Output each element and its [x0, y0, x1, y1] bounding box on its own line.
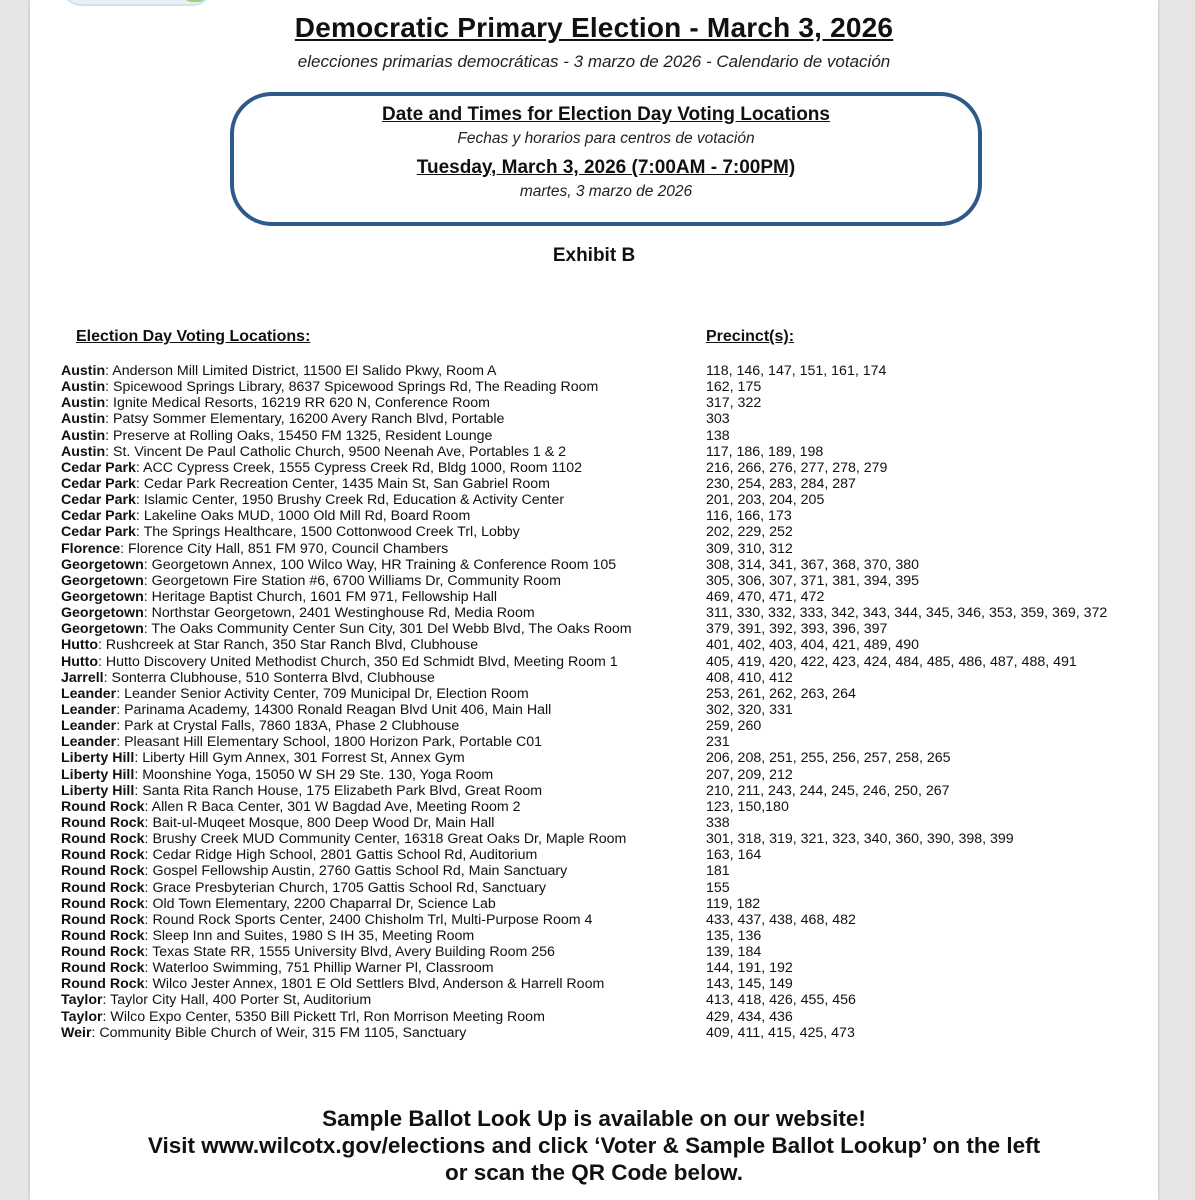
location-address: Grace Presbyterian Church, 1705 Gattis School Rd, Sanctuary	[152, 879, 546, 896]
location-city: Round Rock	[61, 847, 145, 864]
location-city: Leander	[61, 685, 117, 702]
location-row: Liberty Hill: Liberty Hill Gym Annex, 301 Forrest St, Annex Gym 206, 208, 251, 255, 256, 257, 258, 265	[61, 750, 951, 767]
location-city: Liberty Hill	[61, 750, 135, 767]
precincts-column-header: Precinct(s):	[706, 328, 795, 345]
location-precincts: 311, 330, 332, 333, 342, 343, 344, 345, 346, 353, 359, 369, 372	[706, 605, 1108, 622]
location-city: Round Rock	[61, 944, 145, 961]
location-city: Georgetown	[61, 605, 144, 622]
location-city: Round Rock	[61, 960, 145, 977]
location-city: Austin	[61, 411, 106, 428]
location-address: Old Town Elementary, 2200 Chaparral Dr, Science Lab	[152, 895, 496, 912]
location-address: Brushy Creek MUD Community Center, 16318 Great Oaks Dr, Maple Room	[152, 831, 627, 848]
location-row: Georgetown: Heritage Baptist Church, 1601 FM 971, Fellowship Hall 469, 470, 471, 472	[61, 588, 825, 605]
location-address: Georgetown Fire Station #6, 6700 Williams Dr, Community Room	[151, 572, 561, 589]
location-address: Georgetown Annex, 100 Wilco Way, HR Training & Conference Room 105	[151, 556, 617, 573]
location-precincts: 413, 418, 426, 455, 456	[706, 992, 856, 1009]
location-row: Round Rock: Cedar Ridge High School, 2801 Gattis School Rd, Auditorium 163, 164	[61, 847, 762, 864]
election-date: Tuesday, March 3, 2026 (7:00AM - 7:00PM)	[416, 157, 796, 178]
location-precincts: 207, 209, 212	[706, 766, 793, 783]
location-row: Hutto: Hutto Discovery United Methodist Church, 350 Ed Schmidt Blvd, Meeting Room 1 405, 419, 420, 422, 423, 424, 484, 485, 486, 487, 488, 491	[61, 653, 1077, 670]
date-times-box	[230, 92, 982, 226]
location-city: Cedar Park	[61, 524, 136, 541]
election-date-es: martes, 3 marzo de 2026	[519, 183, 693, 200]
location-row: Round Rock: Waterloo Swimming, 751 Phillip Warner Pl, Classroom 144, 191, 192	[61, 960, 793, 977]
exhibit-label: Exhibit B	[552, 245, 636, 266]
location-precincts: 469, 470, 471, 472	[706, 588, 825, 605]
location-city: Leander	[61, 734, 117, 751]
location-precincts: 138	[706, 427, 730, 444]
location-row: Round Rock: Sleep Inn and Suites, 1980 S IH 35, Meeting Room 135, 136	[61, 927, 762, 944]
page-subtitle-es: elecciones primarias democráticas - 3 marzo de 2026 - Calendario de votación	[297, 52, 891, 71]
location-row: Austin: Ignite Medical Resorts, 16219 RR 620 N, Conference Room 317, 322	[61, 395, 762, 412]
location-address: Texas State RR, 1555 University Blvd, Avery Building Room 256	[152, 944, 555, 961]
location-address: Pleasant Hill Elementary School, 1800 Horizon Park, Portable C01	[124, 734, 543, 751]
location-city: Georgetown	[61, 556, 144, 573]
box-heading: Date and Times for Election Day Voting Locations	[382, 104, 830, 125]
location-city: Georgetown	[61, 588, 144, 605]
location-row: Cedar Park: Cedar Park Recreation Center, 1435 Main St, San Gabriel Room 230, 254, 283, 284, 287	[61, 475, 856, 492]
location-precincts: 253, 261, 262, 263, 264	[706, 685, 856, 702]
location-precincts: 201, 203, 204, 205	[706, 492, 825, 509]
location-address: Taylor City Hall, 400 Porter St, Auditorium	[110, 992, 372, 1009]
location-address: Waterloo Swimming, 751 Phillip Warner Pl, Classroom	[152, 960, 494, 977]
location-address: Sonterra Clubhouse, 510 Sonterra Blvd, Clubhouse	[111, 669, 435, 686]
location-precincts: 305, 306, 307, 371, 381, 394, 395	[706, 572, 919, 589]
location-address: Parinama Academy, 14300 Ronald Reagan Blvd Unit 406, Main Hall	[124, 701, 552, 718]
location-precincts: 210, 211, 243, 244, 245, 246, 250, 267	[706, 782, 950, 799]
location-precincts: 139, 184	[706, 944, 762, 961]
location-row: Round Rock: Wilco Jester Annex, 1801 E Old Settlers Blvd, Anderson & Harrell Room 143, 145, 149	[61, 976, 793, 993]
location-precincts: 302, 320, 331	[706, 701, 793, 718]
location-row: Leander: Park at Crystal Falls, 7860 183A, Phase 2 Clubhouse 259, 260	[61, 718, 762, 735]
location-precincts: 301, 318, 319, 321, 323, 340, 360, 390, 398, 399	[706, 831, 1014, 848]
location-address: Park at Crystal Falls, 7860 183A, Phase 2 Clubhouse	[124, 718, 460, 735]
location-city: Round Rock	[61, 879, 145, 896]
location-address: Northstar Georgetown, 2401 Westinghouse Rd, Media Room	[151, 605, 535, 622]
location-row: Leander: Leander Senior Activity Center, 709 Municipal Dr, Election Room 253, 261, 262, 263, 264	[61, 685, 856, 702]
location-row: Austin: Spicewood Springs Library, 8637 Spicewood Springs Rd, The Reading Room 162, 175	[61, 379, 762, 396]
location-city: Weir	[61, 1024, 92, 1041]
location-city: Round Rock	[61, 863, 145, 880]
location-address: The Oaks Community Center Sun City, 301 Del Webb Blvd, The Oaks Room	[151, 621, 632, 638]
location-address: Preserve at Rolling Oaks, 15450 FM 1325, Resident Lounge	[113, 427, 493, 444]
footer-line-3: or scan the QR Code below.	[445, 1160, 743, 1185]
footer-line-1: Sample Ballot Look Up is available on our website!	[322, 1106, 866, 1131]
location-city: Round Rock	[61, 814, 145, 831]
location-precincts: 338	[706, 814, 730, 831]
location-row: Leander: Pleasant Hill Elementary School, 1800 Horizon Park, Portable C01 231	[61, 734, 730, 751]
location-row: Round Rock: Old Town Elementary, 2200 Chaparral Dr, Science Lab 119, 182	[61, 895, 761, 912]
location-address: Gospel Fellowship Austin, 2760 Gattis School Rd, Main Sanctuary	[152, 863, 568, 880]
location-address: Lakeline Oaks MUD, 1000 Old Mill Rd, Board Room	[143, 508, 471, 525]
footer-line-2: Visit www.wilcotx.gov/elections and click ‘Voter & Sample Ballot Lookup’ on the left	[147, 1133, 1041, 1158]
location-address: The Springs Healthcare, 1500 Cottonwood Creek Trl, Lobby	[143, 524, 520, 541]
location-city: Round Rock	[61, 831, 145, 848]
location-row: Liberty Hill: Moonshine Yoga, 15050 W SH 29 Ste. 130, Yoga Room 207, 209, 212	[61, 766, 793, 783]
location-city: Round Rock	[61, 911, 145, 928]
location-precincts: 429, 434, 436	[706, 1008, 793, 1025]
locations-column-header: Election Day Voting Locations:	[76, 328, 311, 345]
location-precincts: 308, 314, 341, 367, 368, 370, 380	[706, 556, 919, 573]
location-city: Cedar Park	[61, 492, 136, 509]
location-city: Georgetown	[61, 621, 144, 638]
location-address: Cedar Park Recreation Center, 1435 Main St, San Gabriel Room	[143, 475, 550, 492]
location-address: St. Vincent De Paul Catholic Church, 9500 Neenah Ave, Portables 1 & 2	[113, 443, 566, 460]
location-precincts: 230, 254, 283, 284, 287	[706, 475, 856, 492]
location-precincts: 181	[706, 863, 730, 880]
location-precincts: 401, 402, 403, 404, 421, 489, 490	[706, 637, 919, 654]
location-city: Round Rock	[61, 798, 145, 815]
location-row: Georgetown: Georgetown Fire Station #6, 6700 Williams Dr, Community Room 305, 306, 307, 371, 381, 394, 395	[61, 572, 919, 589]
location-precincts: 216, 266, 276, 277, 278, 279	[706, 459, 888, 476]
location-precincts: 119, 182	[706, 895, 761, 912]
location-city: Jarrell	[61, 669, 104, 686]
location-city: Florence	[61, 540, 121, 557]
location-city: Round Rock	[61, 927, 145, 944]
location-city: Leander	[61, 701, 117, 718]
location-row: Georgetown: The Oaks Community Center Sun City, 301 Del Webb Blvd, The Oaks Room 379, 391, 392, 393, 396, 397	[61, 621, 888, 638]
location-precincts: 379, 391, 392, 393, 396, 397	[706, 621, 888, 638]
location-city: Hutto	[61, 653, 99, 670]
location-precincts: 231	[706, 734, 730, 751]
location-city: Austin	[61, 363, 106, 379]
location-address: Rushcreek at Star Ranch, 350 Star Ranch Blvd, Clubhouse	[105, 637, 479, 654]
location-city: Round Rock	[61, 895, 145, 912]
location-city: Austin	[61, 395, 106, 412]
location-precincts: 162, 175	[706, 379, 762, 396]
location-address: Florence City Hall, 851 FM 970, Council Chambers	[128, 540, 449, 557]
location-address: ACC Cypress Creek, 1555 Cypress Creek Rd, Bldg 1000, Room 1102	[143, 459, 582, 476]
location-row: Hutto: Rushcreek at Star Ranch, 350 Star Ranch Blvd, Clubhouse 401, 402, 403, 404, 421, 489, 490	[61, 637, 919, 654]
location-row: Leander: Parinama Academy, 14300 Ronald Reagan Blvd Unit 406, Main Hall 302, 320, 331	[61, 701, 793, 718]
locations-list	[61, 363, 1151, 1041]
location-precincts: 135, 136	[706, 927, 762, 944]
location-row: Georgetown: Georgetown Annex, 100 Wilco Way, HR Training & Conference Room 105 308, 314, 341, 367, 368, 370, 380	[61, 556, 919, 573]
location-row: Round Rock: Gospel Fellowship Austin, 2760 Gattis School Rd, Main Sanctuary 181	[61, 863, 730, 880]
location-precincts: 303	[706, 411, 730, 428]
location-city: Liberty Hill	[61, 766, 135, 783]
location-city: Taylor	[61, 992, 103, 1009]
location-city: Cedar Park	[61, 508, 136, 525]
location-city: Taylor	[61, 1008, 103, 1025]
location-precincts: 163, 164	[706, 847, 762, 864]
location-address: Round Rock Sports Center, 2400 Chisholm Trl, Multi-Purpose Room 4	[152, 911, 593, 928]
location-precincts: 317, 322	[706, 395, 762, 412]
location-city: Cedar Park	[61, 459, 136, 476]
location-precincts: 155	[706, 879, 730, 896]
location-row: Cedar Park: The Springs Healthcare, 1500 Cottonwood Creek Trl, Lobby 202, 229, 252	[61, 524, 793, 541]
location-city: Leander	[61, 718, 117, 735]
location-row: Round Rock: Bait-ul-Muqeet Mosque, 800 Deep Wood Dr, Main Hall 338	[61, 814, 730, 831]
location-row: Round Rock: Allen R Baca Center, 301 W Bagdad Ave, Meeting Room 2 123, 150,180	[61, 798, 789, 815]
location-row: Austin: Preserve at Rolling Oaks, 15450 FM 1325, Resident Lounge 138	[61, 427, 730, 444]
location-city: Liberty Hill	[61, 782, 135, 799]
location-row: Austin: Anderson Mill Limited District, 11500 El Salido Pkwy, Room A 118, 146, 147, 151, 161, 174	[61, 363, 887, 379]
location-precincts: 206, 208, 251, 255, 256, 257, 258, 265	[706, 750, 951, 767]
location-precincts: 118, 146, 147, 151, 161, 174	[706, 363, 887, 379]
location-row: Weir: Community Bible Church of Weir, 315 FM 1105, Sanctuary 409, 411, 415, 425, 473	[61, 1024, 855, 1041]
location-address: Bait-ul-Muqeet Mosque, 800 Deep Wood Dr, Main Hall	[152, 814, 495, 831]
location-address: Sleep Inn and Suites, 1980 S IH 35, Meeting Room	[152, 927, 475, 944]
location-precincts: 123, 150,180	[706, 798, 789, 815]
location-precincts: 408, 410, 412	[706, 669, 793, 686]
location-city: Hutto	[61, 637, 99, 654]
location-precincts: 409, 411, 415, 425, 473	[706, 1024, 855, 1041]
location-city: Round Rock	[61, 976, 145, 993]
logo-leaf	[182, 0, 208, 2]
location-city: Austin	[61, 427, 106, 444]
county-logo	[60, 0, 214, 6]
location-row: Taylor: Wilco Expo Center, 5350 Bill Pickett Trl, Ron Morrison Meeting Room 429, 434, 436	[61, 1008, 793, 1025]
location-address: Liberty Hill Gym Annex, 301 Forrest St, Annex Gym	[142, 750, 465, 767]
location-city: Austin	[61, 443, 106, 460]
location-address: Anderson Mill Limited District, 11500 El Salido Pkwy, Room A	[112, 363, 497, 379]
box-heading-es: Fechas y horarios para centros de votación	[457, 130, 755, 147]
location-row: Cedar Park: Lakeline Oaks MUD, 1000 Old Mill Rd, Board Room 116, 166, 173	[61, 508, 792, 525]
location-city: Georgetown	[61, 572, 144, 589]
location-precincts: 202, 229, 252	[706, 524, 793, 541]
location-precincts: 259, 260	[706, 718, 762, 735]
location-precincts: 433, 437, 438, 468, 482	[706, 911, 856, 928]
location-row: Florence: Florence City Hall, 851 FM 970, Council Chambers 309, 310, 312	[61, 540, 793, 557]
location-row: Taylor: Taylor City Hall, 400 Porter St, Auditorium 413, 418, 426, 455, 456	[61, 992, 856, 1009]
location-city: Austin	[61, 379, 106, 396]
location-address: Patsy Sommer Elementary, 16200 Avery Ranch Blvd, Portable	[113, 411, 505, 428]
location-precincts: 116, 166, 173	[706, 508, 792, 525]
location-row: Jarrell: Sonterra Clubhouse, 510 Sonterra Blvd, Clubhouse 408, 410, 412	[61, 669, 793, 686]
footer-notice	[30, 1105, 1158, 1186]
location-address: Heritage Baptist Church, 1601 FM 971, Fellowship Hall	[151, 588, 498, 605]
location-row: Round Rock: Texas State RR, 1555 University Blvd, Avery Building Room 256 139, 184	[61, 944, 762, 961]
location-row: Austin: Patsy Sommer Elementary, 16200 Avery Ranch Blvd, Portable 303	[61, 411, 730, 428]
location-row: Liberty Hill: Santa Rita Ranch House, 175 Elizabeth Park Blvd, Great Room 210, 211, 243, 244, 245, 246, 250, 267	[61, 782, 950, 799]
location-address: Cedar Ridge High School, 2801 Gattis School Rd, Auditorium	[152, 847, 538, 864]
location-address: Islamic Center, 1950 Brushy Creek Rd, Education & Activity Center	[143, 492, 565, 509]
location-address: Hutto Discovery United Methodist Church, 350 Ed Schmidt Blvd, Meeting Room 1	[105, 653, 618, 670]
location-precincts: 143, 145, 149	[706, 976, 793, 993]
location-address: Wilco Jester Annex, 1801 E Old Settlers Blvd, Anderson & Harrell Room	[152, 976, 605, 993]
location-address: Moonshine Yoga, 15050 W SH 29 Ste. 130, Yoga Room	[142, 766, 494, 783]
location-city: Cedar Park	[61, 475, 136, 492]
location-precincts: 309, 310, 312	[706, 540, 793, 557]
location-precincts: 405, 419, 420, 422, 423, 424, 484, 485, 486, 487, 488, 491	[706, 653, 1077, 670]
location-address: Allen R Baca Center, 301 W Bagdad Ave, Meeting Room 2	[151, 798, 521, 815]
location-address: Community Bible Church of Weir, 315 FM 1105, Sanctuary	[99, 1024, 467, 1041]
location-address: Leander Senior Activity Center, 709 Municipal Dr, Election Room	[124, 685, 529, 702]
location-precincts: 117, 186, 189, 198	[706, 443, 824, 460]
location-row: Cedar Park: ACC Cypress Creek, 1555 Cypress Creek Rd, Bldg 1000, Room 1102 216, 266, 276, 277, 278, 279	[61, 459, 888, 476]
location-row: Georgetown: Northstar Georgetown, 2401 Westinghouse Rd, Media Room 311, 330, 332, 333, 342, 343, 344, 345, 346, 353, 359, 369, 372	[61, 605, 1108, 622]
location-precincts: 144, 191, 192	[706, 960, 793, 977]
location-row: Round Rock: Brushy Creek MUD Community Center, 16318 Great Oaks Dr, Maple Room 301, 318, 319, 321, 323, 340, 360, 390, 398, 399	[61, 831, 1014, 848]
location-row: Round Rock: Round Rock Sports Center, 2400 Chisholm Trl, Multi-Purpose Room 4 433, 437, 438, 468, 482	[61, 911, 856, 928]
location-address: Santa Rita Ranch House, 175 Elizabeth Park Blvd, Great Room	[142, 782, 543, 799]
location-row: Cedar Park: Islamic Center, 1950 Brushy Creek Rd, Education & Activity Center 201, 203, 204, 205	[61, 492, 825, 509]
location-address: Wilco Expo Center, 5350 Bill Pickett Trl, Ron Morrison Meeting Room	[110, 1008, 545, 1025]
document-page	[30, 0, 1158, 1200]
location-row: Austin: St. Vincent De Paul Catholic Church, 9500 Neenah Ave, Portables 1 & 2 117, 186, 189, 198	[61, 443, 824, 460]
location-address: Spicewood Springs Library, 8637 Spicewood Springs Rd, The Reading Room	[113, 379, 599, 396]
location-row: Round Rock: Grace Presbyterian Church, 1705 Gattis School Rd, Sanctuary 155	[61, 879, 730, 896]
location-address: Ignite Medical Resorts, 16219 RR 620 N, Conference Room	[113, 395, 490, 412]
page-title: Democratic Primary Election - March 3, 2026	[294, 12, 894, 43]
